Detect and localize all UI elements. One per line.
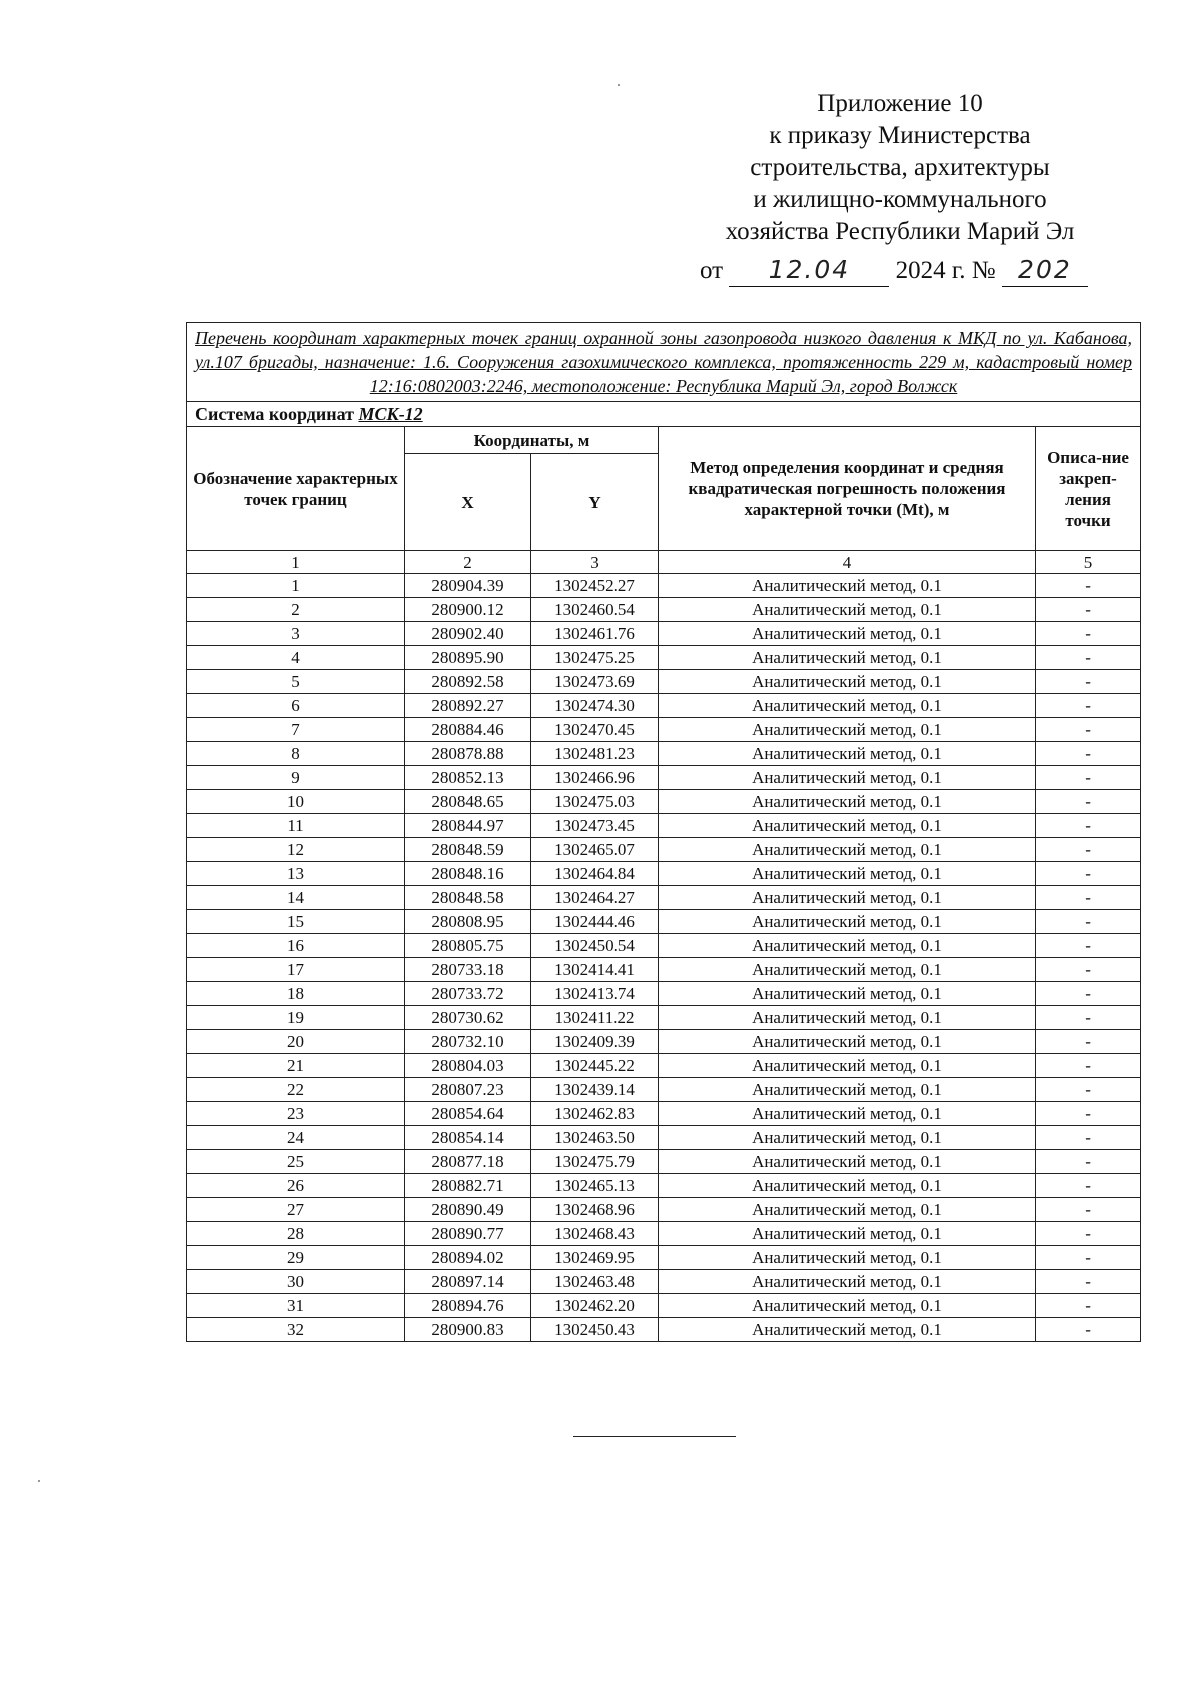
row-method: Аналитический метод, 0.1 <box>659 670 1036 694</box>
table-row <box>187 1150 1141 1174</box>
table-row <box>187 1294 1141 1318</box>
row-method: Аналитический метод, 0.1 <box>659 790 1036 814</box>
row-y: 1302474.30 <box>531 694 659 718</box>
table-row <box>187 862 1141 886</box>
row-x: 280894.02 <box>405 1246 531 1270</box>
row-y: 1302462.20 <box>531 1294 659 1318</box>
row-point-number: 32 <box>187 1318 405 1342</box>
row-y: 1302414.41 <box>531 958 659 982</box>
row-method: Аналитический метод, 0.1 <box>659 910 1036 934</box>
row-y: 1302464.84 <box>531 862 659 886</box>
row-point-number: 5 <box>187 670 405 694</box>
row-y: 1302463.50 <box>531 1126 659 1150</box>
row-y: 1302411.22 <box>531 1006 659 1030</box>
row-point-number: 28 <box>187 1222 405 1246</box>
row-y: 1302413.74 <box>531 982 659 1006</box>
row-point-number: 23 <box>187 1102 405 1126</box>
row-y: 1302475.03 <box>531 790 659 814</box>
row-method: Аналитический метод, 0.1 <box>659 1198 1036 1222</box>
header-y: Y <box>531 454 659 551</box>
row-method: Аналитический метод, 0.1 <box>659 886 1036 910</box>
row-x: 280804.03 <box>405 1054 531 1078</box>
column-number: 1 <box>187 551 405 574</box>
table-row <box>187 1174 1141 1198</box>
row-description: - <box>1036 1294 1141 1318</box>
table-row <box>187 814 1141 838</box>
row-y: 1302481.23 <box>531 742 659 766</box>
row-method: Аналитический метод, 0.1 <box>659 1054 1036 1078</box>
table-row <box>187 838 1141 862</box>
footer-divider <box>573 1436 736 1437</box>
row-method: Аналитический метод, 0.1 <box>659 1222 1036 1246</box>
row-y: 1302473.45 <box>531 814 659 838</box>
row-point-number: 2 <box>187 598 405 622</box>
row-x: 280882.71 <box>405 1174 531 1198</box>
table-row <box>187 1246 1141 1270</box>
row-y: 1302461.76 <box>531 622 659 646</box>
header-x: X <box>405 454 531 551</box>
row-description: - <box>1036 862 1141 886</box>
table-row <box>187 934 1141 958</box>
header-line: строительства, архитектуры <box>750 154 1050 181</box>
table-row <box>187 886 1141 910</box>
row-method: Аналитический метод, 0.1 <box>659 982 1036 1006</box>
row-point-number: 17 <box>187 958 405 982</box>
column-number: 4 <box>659 551 1036 574</box>
row-y: 1302468.96 <box>531 1198 659 1222</box>
column-number: 3 <box>531 551 659 574</box>
row-method: Аналитический метод, 0.1 <box>659 934 1036 958</box>
table-row <box>187 718 1141 742</box>
table-row <box>187 1102 1141 1126</box>
row-description: - <box>1036 1198 1141 1222</box>
row-x: 280730.62 <box>405 1006 531 1030</box>
header-method: Метод определения координат и средняя квадратическая погрешность положения характерной точки (Mt), м <box>659 427 1036 551</box>
row-description: - <box>1036 1126 1141 1150</box>
row-x: 280852.13 <box>405 766 531 790</box>
row-x: 280890.49 <box>405 1198 531 1222</box>
row-description: - <box>1036 1174 1141 1198</box>
row-description: - <box>1036 1006 1141 1030</box>
handwritten-order-number: 202 <box>1002 254 1088 287</box>
header-line: хозяйства Республики Марий Эл <box>725 218 1075 245</box>
row-description: - <box>1036 1222 1141 1246</box>
row-x: 280848.59 <box>405 838 531 862</box>
handwritten-date: 12.04 <box>729 254 889 287</box>
row-method: Аналитический метод, 0.1 <box>659 862 1036 886</box>
table-row <box>187 1270 1141 1294</box>
row-description: - <box>1036 670 1141 694</box>
table-caption: Перечень координат характерных точек границ охранной зоны газопровода низкого давления к МКД по ул. Кабанова, ул.107 бригады, назначение: 1.6. Сооружения газохимического комплекса, протяженность 229 м, кадастровый номер 12:16:0802003:2246, местоположение: Республика Марий Эл, город Волжск <box>187 323 1141 402</box>
row-method: Аналитический метод, 0.1 <box>659 574 1036 598</box>
row-point-number: 18 <box>187 982 405 1006</box>
row-point-number: 16 <box>187 934 405 958</box>
row-description: - <box>1036 958 1141 982</box>
row-point-number: 11 <box>187 814 405 838</box>
row-x: 280844.97 <box>405 814 531 838</box>
row-y: 1302466.96 <box>531 766 659 790</box>
header-line: и жилищно-коммунального <box>753 186 1047 213</box>
table-row <box>187 1318 1141 1342</box>
row-description: - <box>1036 1150 1141 1174</box>
row-description: - <box>1036 1054 1141 1078</box>
row-method: Аналитический метод, 0.1 <box>659 742 1036 766</box>
row-method: Аналитический метод, 0.1 <box>659 694 1036 718</box>
row-point-number: 4 <box>187 646 405 670</box>
row-method: Аналитический метод, 0.1 <box>659 958 1036 982</box>
row-x: 280877.18 <box>405 1150 531 1174</box>
header-line: к приказу Министерства <box>769 122 1031 149</box>
table-row <box>187 766 1141 790</box>
row-x: 280848.16 <box>405 862 531 886</box>
table-row <box>187 1126 1141 1150</box>
scan-speck <box>38 1480 40 1482</box>
row-y: 1302473.69 <box>531 670 659 694</box>
row-x: 280902.40 <box>405 622 531 646</box>
row-point-number: 27 <box>187 1198 405 1222</box>
row-point-number: 24 <box>187 1126 405 1150</box>
row-point-number: 15 <box>187 910 405 934</box>
row-description: - <box>1036 1270 1141 1294</box>
row-point-number: 6 <box>187 694 405 718</box>
row-x: 280895.90 <box>405 646 531 670</box>
row-y: 1302439.14 <box>531 1078 659 1102</box>
row-method: Аналитический метод, 0.1 <box>659 814 1036 838</box>
coordinate-system-name: МСК-12 <box>358 403 423 424</box>
row-y: 1302460.54 <box>531 598 659 622</box>
row-description: - <box>1036 1318 1141 1342</box>
row-method: Аналитический метод, 0.1 <box>659 1174 1036 1198</box>
row-y: 1302469.95 <box>531 1246 659 1270</box>
row-description: - <box>1036 1102 1141 1126</box>
column-number: 2 <box>405 551 531 574</box>
row-point-number: 14 <box>187 886 405 910</box>
row-y: 1302450.43 <box>531 1318 659 1342</box>
row-x: 280894.76 <box>405 1294 531 1318</box>
row-y: 1302475.25 <box>531 646 659 670</box>
row-x: 280897.14 <box>405 1270 531 1294</box>
row-point-number: 13 <box>187 862 405 886</box>
row-x: 280900.12 <box>405 598 531 622</box>
appendix-header <box>660 88 1140 248</box>
row-method: Аналитический метод, 0.1 <box>659 1126 1036 1150</box>
table-row <box>187 598 1141 622</box>
row-x: 280892.27 <box>405 694 531 718</box>
table-row <box>187 574 1141 598</box>
row-method: Аналитический метод, 0.1 <box>659 718 1036 742</box>
header-coordinates: Координаты, м <box>405 427 659 454</box>
row-y: 1302470.45 <box>531 718 659 742</box>
table-body <box>187 574 1141 1342</box>
table-row <box>187 1054 1141 1078</box>
row-method: Аналитический метод, 0.1 <box>659 1078 1036 1102</box>
row-description: - <box>1036 982 1141 1006</box>
row-description: - <box>1036 646 1141 670</box>
row-y: 1302409.39 <box>531 1030 659 1054</box>
row-point-number: 12 <box>187 838 405 862</box>
row-description: - <box>1036 1246 1141 1270</box>
row-description: - <box>1036 1078 1141 1102</box>
row-method: Аналитический метод, 0.1 <box>659 1102 1036 1126</box>
row-y: 1302465.13 <box>531 1174 659 1198</box>
header-description: Описа-ние закреп-ления точки <box>1036 427 1141 551</box>
table-row <box>187 742 1141 766</box>
appendix-title: Приложение 10 <box>817 90 983 117</box>
row-point-number: 20 <box>187 1030 405 1054</box>
row-description: - <box>1036 838 1141 862</box>
row-x: 280733.72 <box>405 982 531 1006</box>
row-method: Аналитический метод, 0.1 <box>659 1270 1036 1294</box>
row-method: Аналитический метод, 0.1 <box>659 598 1036 622</box>
row-x: 280890.77 <box>405 1222 531 1246</box>
row-method: Аналитический метод, 0.1 <box>659 1318 1036 1342</box>
table-row <box>187 1078 1141 1102</box>
row-point-number: 21 <box>187 1054 405 1078</box>
row-y: 1302444.46 <box>531 910 659 934</box>
row-y: 1302450.54 <box>531 934 659 958</box>
row-point-number: 19 <box>187 1006 405 1030</box>
row-y: 1302445.22 <box>531 1054 659 1078</box>
table-row <box>187 958 1141 982</box>
row-method: Аналитический метод, 0.1 <box>659 622 1036 646</box>
row-x: 280854.64 <box>405 1102 531 1126</box>
row-point-number: 30 <box>187 1270 405 1294</box>
row-method: Аналитический метод, 0.1 <box>659 838 1036 862</box>
table-row <box>187 790 1141 814</box>
row-method: Аналитический метод, 0.1 <box>659 1150 1036 1174</box>
row-description: - <box>1036 886 1141 910</box>
row-x: 280805.75 <box>405 934 531 958</box>
table-row <box>187 1198 1141 1222</box>
row-method: Аналитический метод, 0.1 <box>659 1006 1036 1030</box>
coordinate-system-label: Система координат <box>195 403 354 424</box>
coordinates-table <box>186 322 1141 1342</box>
row-x: 280733.18 <box>405 958 531 982</box>
row-method: Аналитический метод, 0.1 <box>659 766 1036 790</box>
row-description: - <box>1036 598 1141 622</box>
table-row <box>187 1006 1141 1030</box>
row-point-number: 31 <box>187 1294 405 1318</box>
row-y: 1302452.27 <box>531 574 659 598</box>
row-point-number: 29 <box>187 1246 405 1270</box>
row-x: 280854.14 <box>405 1126 531 1150</box>
row-method: Аналитический метод, 0.1 <box>659 1294 1036 1318</box>
row-point-number: 1 <box>187 574 405 598</box>
header-point: Обозначение характерных точек границ <box>187 427 405 551</box>
order-date-line <box>700 254 1140 287</box>
row-description: - <box>1036 910 1141 934</box>
row-point-number: 22 <box>187 1078 405 1102</box>
row-description: - <box>1036 766 1141 790</box>
row-x: 280848.58 <box>405 886 531 910</box>
row-description: - <box>1036 814 1141 838</box>
table-row <box>187 670 1141 694</box>
row-y: 1302463.48 <box>531 1270 659 1294</box>
row-x: 280904.39 <box>405 574 531 598</box>
row-point-number: 8 <box>187 742 405 766</box>
table-row <box>187 982 1141 1006</box>
coordinate-system <box>187 402 1141 427</box>
row-method: Аналитический метод, 0.1 <box>659 1030 1036 1054</box>
row-description: - <box>1036 574 1141 598</box>
row-x: 280848.65 <box>405 790 531 814</box>
order-year: 2024 г. № <box>895 257 996 284</box>
scan-speck <box>618 84 620 86</box>
row-description: - <box>1036 742 1141 766</box>
row-x: 280884.46 <box>405 718 531 742</box>
row-y: 1302462.83 <box>531 1102 659 1126</box>
row-point-number: 7 <box>187 718 405 742</box>
row-description: - <box>1036 718 1141 742</box>
row-x: 280892.58 <box>405 670 531 694</box>
row-description: - <box>1036 622 1141 646</box>
table-row <box>187 1222 1141 1246</box>
order-prefix: от <box>700 257 724 284</box>
row-point-number: 9 <box>187 766 405 790</box>
row-y: 1302464.27 <box>531 886 659 910</box>
row-method: Аналитический метод, 0.1 <box>659 1246 1036 1270</box>
row-description: - <box>1036 1030 1141 1054</box>
row-description: - <box>1036 790 1141 814</box>
row-x: 280900.83 <box>405 1318 531 1342</box>
row-x: 280807.23 <box>405 1078 531 1102</box>
table-row <box>187 622 1141 646</box>
row-point-number: 25 <box>187 1150 405 1174</box>
table-row <box>187 646 1141 670</box>
row-point-number: 3 <box>187 622 405 646</box>
row-x: 280808.95 <box>405 910 531 934</box>
row-description: - <box>1036 694 1141 718</box>
row-y: 1302465.07 <box>531 838 659 862</box>
table-row <box>187 1030 1141 1054</box>
row-y: 1302475.79 <box>531 1150 659 1174</box>
table-row <box>187 910 1141 934</box>
column-number: 5 <box>1036 551 1141 574</box>
row-description: - <box>1036 934 1141 958</box>
row-method: Аналитический метод, 0.1 <box>659 646 1036 670</box>
row-point-number: 26 <box>187 1174 405 1198</box>
row-point-number: 10 <box>187 790 405 814</box>
row-x: 280878.88 <box>405 742 531 766</box>
table-row <box>187 694 1141 718</box>
row-x: 280732.10 <box>405 1030 531 1054</box>
row-y: 1302468.43 <box>531 1222 659 1246</box>
